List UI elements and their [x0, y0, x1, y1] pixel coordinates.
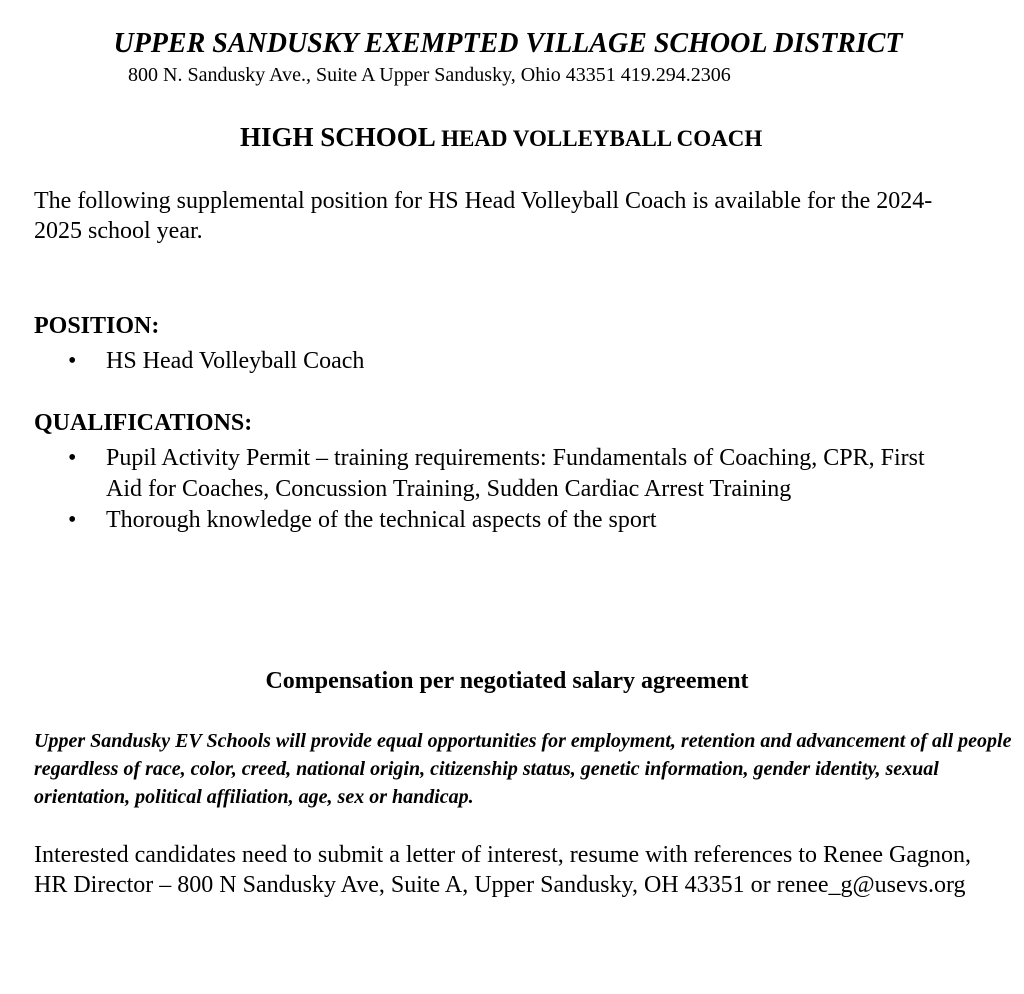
list-item: • Pupil Activity Permit – training requirements: Fundamentals of Coaching, CPR, First Aid for Coaches, Concussion Training, Sudden Cardiac Arrest Training	[34, 443, 934, 505]
intro-paragraph: The following supplemental position for HS Head Volleyball Coach is available for the 2024-2025 school year.	[34, 188, 933, 244]
contact-paragraph: Interested candidates need to submit a letter of interest, resume with references to Renee Gagnon, HR Director – 800 N Sandusky Ave, Suite A, Upper Sandusky, OH 43351 or renee_g@usevs.org	[34, 842, 971, 898]
job-title-part1: HIGH SCHOOL	[240, 122, 442, 152]
eeo-statement: Upper Sandusky EV Schools will provide equal opportunities for employment, retention and advancement of all people regardless of race, color, creed, national origin, citizenship status, genetic information, gender identity, sexual orientation, political affiliation, age, sex or handicap.	[34, 730, 1012, 808]
qualifications-heading: QUALIFICATIONS:	[34, 410, 253, 436]
district-name: UPPER SANDUSKY EXEMPTED VILLAGE SCHOOL DISTRICT	[113, 28, 903, 59]
district-address: 800 N. Sandusky Ave., Suite A Upper Sandusky, Ohio 43351 419.294.2306	[128, 64, 731, 86]
compensation-note: Compensation per negotiated salary agreement	[265, 668, 749, 694]
position-list	[34, 346, 974, 377]
list-item: • HS Head Volleyball Coach	[34, 346, 974, 377]
qualifications-list	[34, 443, 934, 536]
position-heading: POSITION:	[34, 313, 160, 339]
job-title	[240, 122, 762, 153]
job-title-part2: HEAD VOLLEYBALL COACH	[441, 126, 763, 151]
list-item: • Thorough knowledge of the technical aspects of the sport	[34, 505, 934, 536]
